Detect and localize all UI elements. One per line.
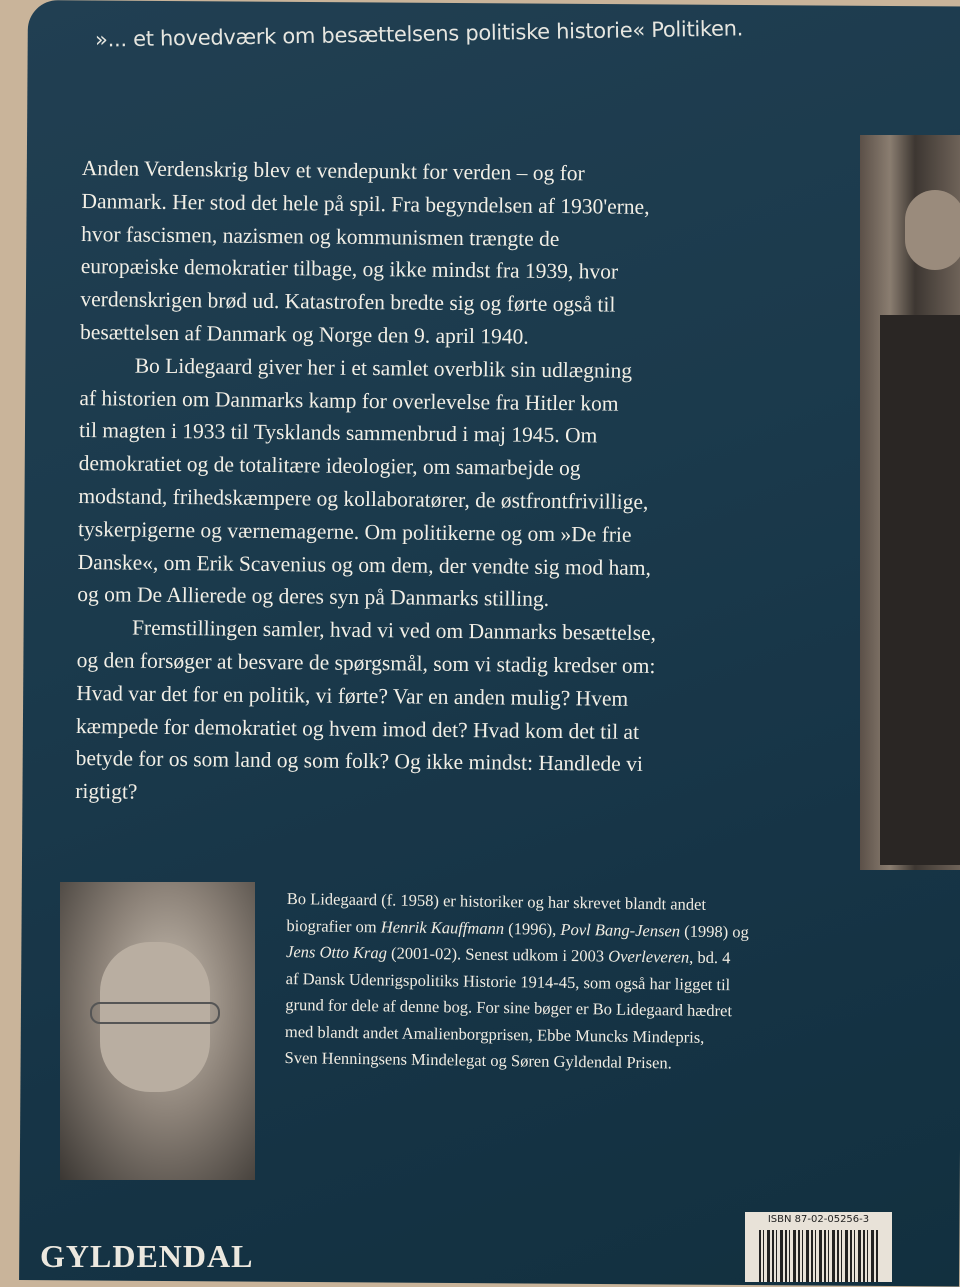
cover-photo-strip	[860, 135, 960, 870]
description-line: verdenskrigen brød ud. Katastrofen bredte sig og førte også til	[80, 287, 616, 317]
description-line: Fremstillingen samler, hvad vi ved om Danmarks besættelse,	[131, 615, 657, 646]
bio-line: Sven Henningsens Mindelegat og Søren Gyldendal Prisen.	[284, 1047, 672, 1073]
description-line: besættelsen af Danmark og Norge den 9. april 1940.	[79, 319, 529, 349]
description-line: rigtigt?	[75, 779, 138, 804]
author-bio	[284, 886, 867, 1080]
bio-line: af Dansk Udenrigspolitiks Historie 1914-45, som også har ligget til	[285, 968, 731, 994]
bio-line: biografier om Henrik Kauffmann (1996), Povl Bang-Jensen (1998) og	[286, 915, 749, 941]
description-line: demokratiet og de totalitære ideologier, om samarbejde og	[78, 451, 581, 481]
description-line: Hvad var det for en politik, vi førte? Var en anden mulig? Hvem	[76, 680, 629, 711]
description-line: modstand, frihedskæmpere og kollaboratører, de østfrontfrivillige,	[78, 483, 649, 514]
publisher-logo: GYLDENDAL	[40, 1238, 254, 1274]
bio-line: Bo Lidegaard (f. 1958) er historiker og har skrevet blandt andet	[286, 888, 707, 914]
description-line: og den forsøger at besvare de spørgsmål, som vi stadig kredser om:	[76, 647, 656, 678]
bio-line: med blandt andet Amalienborgprisen, Ebbe Muncks Mindepris,	[284, 1021, 705, 1047]
description-line: betyde for os som land og som folk? Og ikke mindst: Handlede vi	[75, 746, 644, 777]
description-line: tyskerpigerne og værnemagerne. Om politikerne og om »De frie	[77, 516, 632, 547]
bio-line: Jens Otto Krag (2001-02). Senest udkom i 2003 Overleveren, bd. 4	[285, 941, 731, 968]
description-line: hvor fascismen, nazismen og kommunismen trængte de	[81, 221, 560, 251]
isbn-barcode	[745, 1212, 892, 1282]
description-line: Danmark. Her stod det hele på spil. Fra begyndelsen af 1930'erne,	[81, 188, 650, 219]
description-line: Anden Verdenskrig blev et vendepunkt for verden – og for	[81, 155, 585, 186]
description-line: Danske«, om Erik Scavenius og om dem, der vendte sig mod ham,	[77, 549, 652, 580]
description-line: til magten i 1933 til Tysklands sammenbrud i maj 1945. Om	[78, 418, 598, 448]
book-description	[75, 152, 862, 816]
bio-line: grund for dele af denne bog. For sine bøger er Bo Lidegaard hædret	[285, 994, 733, 1021]
isbn-number: ISBN 87-02-05256-3	[767, 1214, 870, 1225]
description-line: Bo Lidegaard giver her i et samlet overblik sin udlægning	[134, 353, 633, 383]
barcode	[759, 1230, 879, 1282]
description-line: kæmpede for demokratiet og hvem imod det? Hvad kom det til at	[75, 713, 640, 744]
press-quote: »... et hovedværk om besættelsens politiske historie« Politiken.	[94, 16, 744, 52]
description-line: og om De Allierede og deres syn på Danmarks stilling.	[77, 582, 550, 612]
author-photo	[60, 882, 255, 1180]
description-line: europæiske demokratier tilbage, og ikke mindst fra 1939, hvor	[80, 254, 619, 285]
description-line: af historien om Danmarks kamp for overlevelse fra Hitler kom	[79, 385, 619, 416]
